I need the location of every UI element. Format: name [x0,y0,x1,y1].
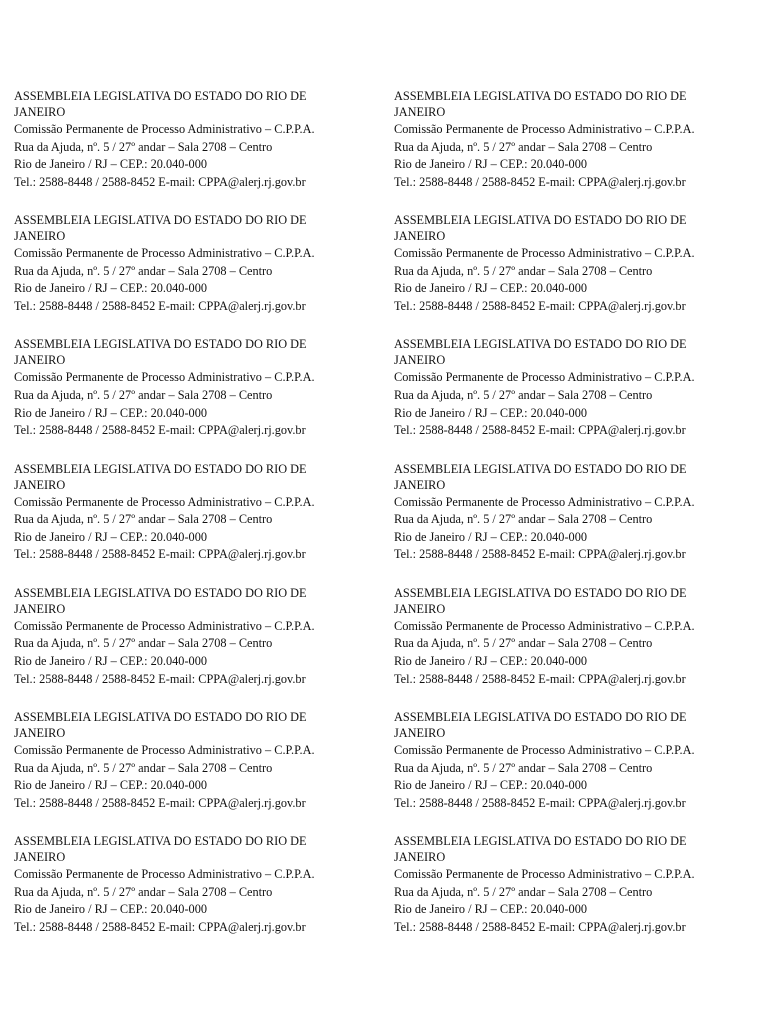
label-commission: Comissão Permanente de Processo Administrativo – C.P.P.A. [394,618,695,633]
label-commission: Comissão Permanente de Processo Administrativo – C.P.P.A. [394,742,695,757]
label-commission: Comissão Permanente de Processo Administrativo – C.P.P.A. [394,867,695,882]
address-label [394,461,754,585]
label-organization: ASSEMBLEIA LEGISLATIVA DO ESTADO DO RIO DE JANEIRO [394,213,687,244]
address-label [14,88,394,212]
label-street: Rua da Ajuda, nº. 5 / 27º andar – Sala 2708 – Centro [394,512,653,527]
label-contact: Tel.: 2588-8448 / 2588-8452 E-mail: CPPA@alerj.rj.gov.br [14,174,306,189]
label-commission: Comissão Permanente de Processo Administrativo – C.P.P.A. [394,122,695,136]
address-label [394,709,754,833]
label-street: Rua da Ajuda, nº. 5 / 27º andar – Sala 2708 – Centro [14,139,273,154]
label-commission: Comissão Permanente de Processo Administrativo – C.P.P.A. [14,867,315,882]
label-city: Rio de Janeiro / RJ – CEP.: 20.040-000 [394,157,587,172]
label-organization: ASSEMBLEIA LEGISLATIVA DO ESTADO DO RIO DE JANEIRO [14,585,307,616]
label-street: Rua da Ajuda, nº. 5 / 27º andar – Sala 2708 – Centro [14,387,273,402]
label-city: Rio de Janeiro / RJ – CEP.: 20.040-000 [394,529,587,544]
address-label [394,336,754,460]
label-contact: Tel.: 2588-8448 / 2588-8452 E-mail: CPPA@alerj.rj.gov.br [394,919,686,934]
label-city: Rio de Janeiro / RJ – CEP.: 20.040-000 [14,653,207,668]
label-organization: ASSEMBLEIA LEGISLATIVA DO ESTADO DO RIO DE JANEIRO [394,585,687,616]
label-contact: Tel.: 2588-8448 / 2588-8452 E-mail: CPPA@alerj.rj.gov.br [394,174,686,189]
label-city: Rio de Janeiro / RJ – CEP.: 20.040-000 [14,281,207,296]
label-city: Rio de Janeiro / RJ – CEP.: 20.040-000 [394,778,587,793]
label-contact: Tel.: 2588-8448 / 2588-8452 E-mail: CPPA@alerj.rj.gov.br [394,547,686,562]
label-organization: ASSEMBLEIA LEGISLATIVA DO ESTADO DO RIO DE JANEIRO [394,709,687,740]
address-label [394,585,754,709]
address-label [14,709,394,833]
address-label [394,833,754,957]
label-street: Rua da Ajuda, nº. 5 / 27º andar – Sala 2708 – Centro [14,636,273,651]
label-commission: Comissão Permanente de Processo Administrativo – C.P.P.A. [14,122,315,136]
label-commission: Comissão Permanente de Processo Administrativo – C.P.P.A. [394,494,695,509]
label-organization: ASSEMBLEIA LEGISLATIVA DO ESTADO DO RIO DE JANEIRO [14,337,307,368]
label-city: Rio de Janeiro / RJ – CEP.: 20.040-000 [14,405,207,420]
label-city: Rio de Janeiro / RJ – CEP.: 20.040-000 [394,281,587,296]
label-street: Rua da Ajuda, nº. 5 / 27º andar – Sala 2708 – Centro [394,139,653,154]
label-contact: Tel.: 2588-8448 / 2588-8452 E-mail: CPPA@alerj.rj.gov.br [14,298,306,313]
label-street: Rua da Ajuda, nº. 5 / 27º andar – Sala 2708 – Centro [394,387,653,402]
label-organization: ASSEMBLEIA LEGISLATIVA DO ESTADO DO RIO DE JANEIRO [14,709,307,740]
label-commission: Comissão Permanente de Processo Administrativo – C.P.P.A. [14,246,315,261]
label-street: Rua da Ajuda, nº. 5 / 27º andar – Sala 2708 – Centro [14,884,273,899]
label-commission: Comissão Permanente de Processo Administrativo – C.P.P.A. [394,246,695,261]
label-contact: Tel.: 2588-8448 / 2588-8452 E-mail: CPPA@alerj.rj.gov.br [14,423,306,438]
label-contact: Tel.: 2588-8448 / 2588-8452 E-mail: CPPA@alerj.rj.gov.br [14,671,306,686]
label-contact: Tel.: 2588-8448 / 2588-8452 E-mail: CPPA@alerj.rj.gov.br [14,795,306,810]
label-street: Rua da Ajuda, nº. 5 / 27º andar – Sala 2708 – Centro [14,263,273,278]
label-contact: Tel.: 2588-8448 / 2588-8452 E-mail: CPPA@alerj.rj.gov.br [394,795,686,810]
address-label [14,833,394,957]
label-organization: ASSEMBLEIA LEGISLATIVA DO ESTADO DO RIO DE JANEIRO [14,834,307,865]
address-label [14,461,394,585]
address-label [14,585,394,709]
address-label [394,212,754,336]
label-contact: Tel.: 2588-8448 / 2588-8452 E-mail: CPPA@alerj.rj.gov.br [394,671,686,686]
label-organization: ASSEMBLEIA LEGISLATIVA DO ESTADO DO RIO DE JANEIRO [394,89,687,119]
label-contact: Tel.: 2588-8448 / 2588-8452 E-mail: CPPA@alerj.rj.gov.br [394,423,686,438]
label-city: Rio de Janeiro / RJ – CEP.: 20.040-000 [14,778,207,793]
label-street: Rua da Ajuda, nº. 5 / 27º andar – Sala 2708 – Centro [394,636,653,651]
label-street: Rua da Ajuda, nº. 5 / 27º andar – Sala 2708 – Centro [394,884,653,899]
label-organization: ASSEMBLEIA LEGISLATIVA DO ESTADO DO RIO DE JANEIRO [14,89,307,119]
label-city: Rio de Janeiro / RJ – CEP.: 20.040-000 [14,157,207,172]
label-commission: Comissão Permanente de Processo Administrativo – C.P.P.A. [14,742,315,757]
label-commission: Comissão Permanente de Processo Administrativo – C.P.P.A. [14,370,315,385]
label-commission: Comissão Permanente de Processo Administrativo – C.P.P.A. [14,494,315,509]
label-street: Rua da Ajuda, nº. 5 / 27º andar – Sala 2708 – Centro [394,263,653,278]
label-contact: Tel.: 2588-8448 / 2588-8452 E-mail: CPPA@alerj.rj.gov.br [14,919,306,934]
label-organization: ASSEMBLEIA LEGISLATIVA DO ESTADO DO RIO DE JANEIRO [14,461,307,492]
label-street: Rua da Ajuda, nº. 5 / 27º andar – Sala 2708 – Centro [14,512,273,527]
label-city: Rio de Janeiro / RJ – CEP.: 20.040-000 [14,529,207,544]
label-street: Rua da Ajuda, nº. 5 / 27º andar – Sala 2708 – Centro [394,760,653,775]
label-organization: ASSEMBLEIA LEGISLATIVA DO ESTADO DO RIO DE JANEIRO [14,213,307,244]
label-city: Rio de Janeiro / RJ – CEP.: 20.040-000 [394,405,587,420]
address-label-grid [14,88,754,957]
label-city: Rio de Janeiro / RJ – CEP.: 20.040-000 [394,653,587,668]
label-city: Rio de Janeiro / RJ – CEP.: 20.040-000 [394,902,587,917]
address-label [14,336,394,460]
label-organization: ASSEMBLEIA LEGISLATIVA DO ESTADO DO RIO DE JANEIRO [394,337,687,368]
address-label [14,212,394,336]
label-city: Rio de Janeiro / RJ – CEP.: 20.040-000 [14,902,207,917]
label-organization: ASSEMBLEIA LEGISLATIVA DO ESTADO DO RIO DE JANEIRO [394,461,687,492]
label-commission: Comissão Permanente de Processo Administrativo – C.P.P.A. [14,618,315,633]
label-commission: Comissão Permanente de Processo Administrativo – C.P.P.A. [394,370,695,385]
label-street: Rua da Ajuda, nº. 5 / 27º andar – Sala 2708 – Centro [14,760,273,775]
label-organization: ASSEMBLEIA LEGISLATIVA DO ESTADO DO RIO DE JANEIRO [394,834,687,865]
label-contact: Tel.: 2588-8448 / 2588-8452 E-mail: CPPA@alerj.rj.gov.br [14,547,306,562]
address-label [394,88,754,212]
label-contact: Tel.: 2588-8448 / 2588-8452 E-mail: CPPA@alerj.rj.gov.br [394,298,686,313]
